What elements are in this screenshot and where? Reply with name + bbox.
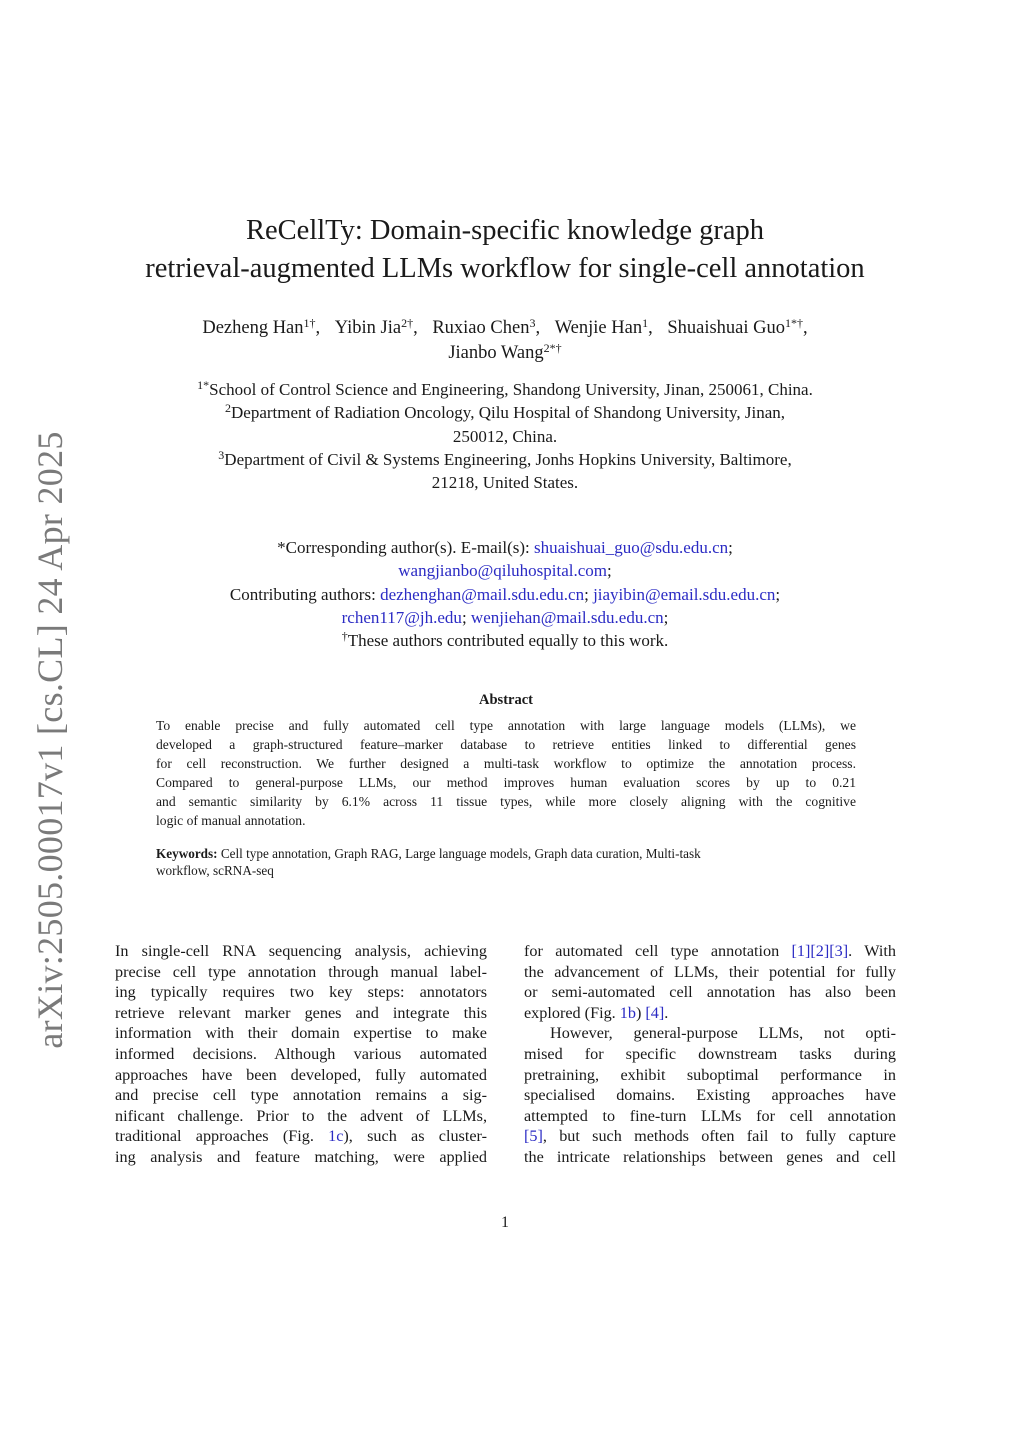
body-line: mised for specific downstream tasks during: [524, 1044, 896, 1063]
keywords-text: Cell type annotation, Graph RAG, Large language models, Graph data curation, Multi-task: [217, 846, 701, 861]
body-line: approaches have been developed, fully automated: [115, 1065, 487, 1084]
abstract-line: Compared to general-purpose LLMs, our method improves human evaluation scores by up to 0.21: [156, 775, 856, 790]
author-6: [448, 343, 561, 363]
abstract-line: To enable precise and fully automated cell type annotation with large language models (LLMs), we: [156, 718, 856, 733]
paper-title: [100, 212, 910, 288]
body-text: ), such as cluster-: [343, 1127, 487, 1146]
affiliations: [100, 378, 910, 494]
figure-link-1c[interactable]: 1c: [328, 1127, 344, 1146]
affiliation-text: Department of Civil & Systems Engineering, Jonhs Hopkins University, Baltimore,: [224, 449, 792, 469]
title-line-1: ReCellTy: Domain-specific knowledge graph: [246, 215, 764, 246]
author-name: Jianbo Wang: [448, 343, 544, 363]
body-text: explored (Fig.: [524, 1003, 620, 1022]
keywords-label: Keywords:: [156, 846, 218, 861]
contributing-line-2: rchen117@jh.edu; wenjiehan@mail.sdu.edu.cn;: [341, 607, 669, 627]
abstract-line: and semantic similarity by 6.1% across 11 tissue types, while more closely aligning with the cognitive: [156, 794, 856, 809]
author-mark: 3: [529, 316, 536, 330]
corresponding-line-2: wangjianbo@qiluhospital.com;: [398, 561, 612, 581]
body-text: for automated cell type annotation: [524, 942, 792, 960]
author-1: Dezheng Han$^{1\dagger}$,: [202, 316, 321, 338]
arxiv-identifier: arXiv:2505.00017v1 [cs.CL] 24 Apr 2025: [30, 431, 70, 1049]
author-mark: 1: [642, 316, 649, 330]
affiliation-mark: 3: [218, 447, 225, 462]
contributing-label: Contributing authors:: [229, 584, 381, 604]
email-link-jia[interactable]: jiayibin@email.sdu.edu.cn: [593, 584, 776, 604]
figure-link-1b[interactable]: 1b: [619, 1003, 636, 1022]
body-line: [524, 1003, 896, 1024]
author-name: Shuaishuai Guo: [667, 318, 786, 338]
body-line: specialised domains. Existing approaches have: [524, 1086, 896, 1105]
body-line: [524, 941, 896, 962]
body-line: ing typically requires two key steps: annotators: [115, 983, 487, 1002]
dagger-mark: †: [341, 629, 348, 644]
abstract-body: [156, 716, 856, 830]
body-text: traditional approaches (Fig.: [115, 1127, 329, 1146]
author-mark: 2*†: [543, 341, 562, 355]
author-2: Yibin Jia$^{2\dagger}$,: [334, 316, 418, 338]
author-4: Wenjie Han$^1$,: [554, 316, 653, 338]
body-line: However, general-purpose LLMs, not opti-: [550, 1024, 896, 1043]
affiliation-mark: 1*: [197, 378, 210, 392]
contributing-line: Contributing authors: dezhenghan@mail.sdu.edu.cn; jiayibin@email.sdu.edu.cn;: [229, 584, 781, 604]
affiliation-1: [100, 378, 910, 401]
abstract-line: for cell reconstruction. We further designed a multi-task workflow to optimize the annotation process.: [156, 756, 856, 771]
keywords: [156, 845, 856, 879]
affiliation-3: [100, 448, 910, 471]
email-link-han[interactable]: dezhenghan@mail.sdu.edu.cn: [380, 584, 585, 604]
email-link-wenjie[interactable]: wenjiehan@mail.sdu.edu.cn: [470, 607, 664, 627]
author-name: Yibin Jia: [334, 318, 402, 338]
body-line: ing analysis and feature matching, were applied: [115, 1147, 487, 1166]
body-line: or semi-automated cell annotation has also been: [524, 983, 896, 1002]
body-line: attempted to fine-turn LLMs for cell annotation: [524, 1106, 896, 1125]
author-mark: 1*†: [785, 316, 804, 330]
email-link-chen[interactable]: rchen117@jh.edu: [341, 607, 462, 627]
email-link-guo[interactable]: shuaishuai_guo@sdu.edu.cn: [533, 538, 729, 557]
corresponding-label: *Corresponding author(s). E-mail(s):: [277, 538, 534, 557]
equal-note-text: These authors contributed equally to this work.: [347, 631, 669, 651]
body-line: and precise cell type annotation remains a sig-: [115, 1086, 487, 1105]
title-line-2: retrieval-augmented LLMs workflow for single-cell annotation: [145, 253, 865, 284]
body-text: , but such methods often fail to fully capture: [542, 1127, 896, 1146]
affiliation-text: School of Control Science and Engineering, Shandong University, Jinan, 250061, China.: [209, 380, 813, 399]
body-line: [524, 1126, 896, 1147]
affiliation-text: Department of Radiation Oncology, Qilu Hospital of Shandong University, Jinan,: [231, 403, 785, 423]
body-line: In single-cell RNA sequencing analysis, achieving: [115, 942, 487, 960]
author-name: Dezheng Han: [202, 318, 304, 338]
body-line: precise cell type annotation through manual label-: [115, 962, 487, 981]
body-column-right: [524, 941, 896, 1168]
author-3: Ruxiao Chen$^3$,: [432, 316, 541, 338]
body-text: .: [664, 1003, 669, 1022]
affiliation-2-cont: 250012, China.: [452, 426, 558, 446]
citation-link-5[interactable]: [5]: [524, 1127, 543, 1146]
body-line: pretraining, exhibit suboptimal performance in: [524, 1065, 896, 1084]
citation-link-4[interactable]: [4]: [645, 1003, 665, 1022]
author-name: Ruxiao Chen: [432, 318, 530, 338]
citation-link-1[interactable]: [1]: [791, 942, 811, 960]
author-list: [100, 316, 910, 366]
abstract-line: logic of manual annotation.: [156, 813, 306, 828]
body-text: ): [635, 1003, 646, 1022]
body-line: informed decisions. Although various automated: [115, 1044, 487, 1063]
keywords-line-1: [156, 845, 856, 862]
keywords-line-2: workflow, scRNA-seq: [156, 863, 274, 878]
citation-link-3[interactable]: [3]: [829, 942, 849, 960]
body-column-left: [115, 941, 487, 1168]
correspondence-block: [100, 536, 910, 652]
page-number: 1: [501, 1214, 509, 1231]
abstract-line: developed a graph-structured feature–marker database to retrieve entities linked to differential genes: [156, 737, 856, 752]
author-5: Shuaishuai Guo$^{1*\dagger}$,: [667, 316, 808, 338]
abstract-heading: Abstract: [479, 692, 533, 708]
body-line: the intricate relationships between genes and cell: [524, 1147, 896, 1166]
equal-contribution-note: [100, 629, 910, 652]
corresponding-line: *Corresponding author(s). E-mail(s): shuaishuai_guo@sdu.edu.cn;: [277, 538, 733, 557]
author-mark: 2†: [401, 316, 414, 330]
affiliation-3-cont: 21218, United States.: [431, 473, 579, 493]
body-line: [115, 1126, 487, 1147]
body-text: . With: [848, 942, 896, 960]
body-line: retrieve relevant marker genes and integrate this: [115, 1003, 487, 1022]
author-name: Wenjie Han: [554, 318, 643, 338]
body-line: the advancement of LLMs, their potential for fully: [524, 962, 896, 981]
author-mark: 1†: [303, 316, 316, 330]
affiliation-2: [100, 401, 910, 424]
body-line: information with their domain expertise to make: [115, 1024, 487, 1043]
body-line: nificant challenge. Prior to the advent of LLMs,: [115, 1106, 487, 1125]
affiliation-mark: 2: [225, 401, 231, 416]
citation-link-2[interactable]: [2]: [810, 942, 830, 960]
email-link-wang[interactable]: wangjianbo@qiluhospital.com: [398, 561, 608, 581]
